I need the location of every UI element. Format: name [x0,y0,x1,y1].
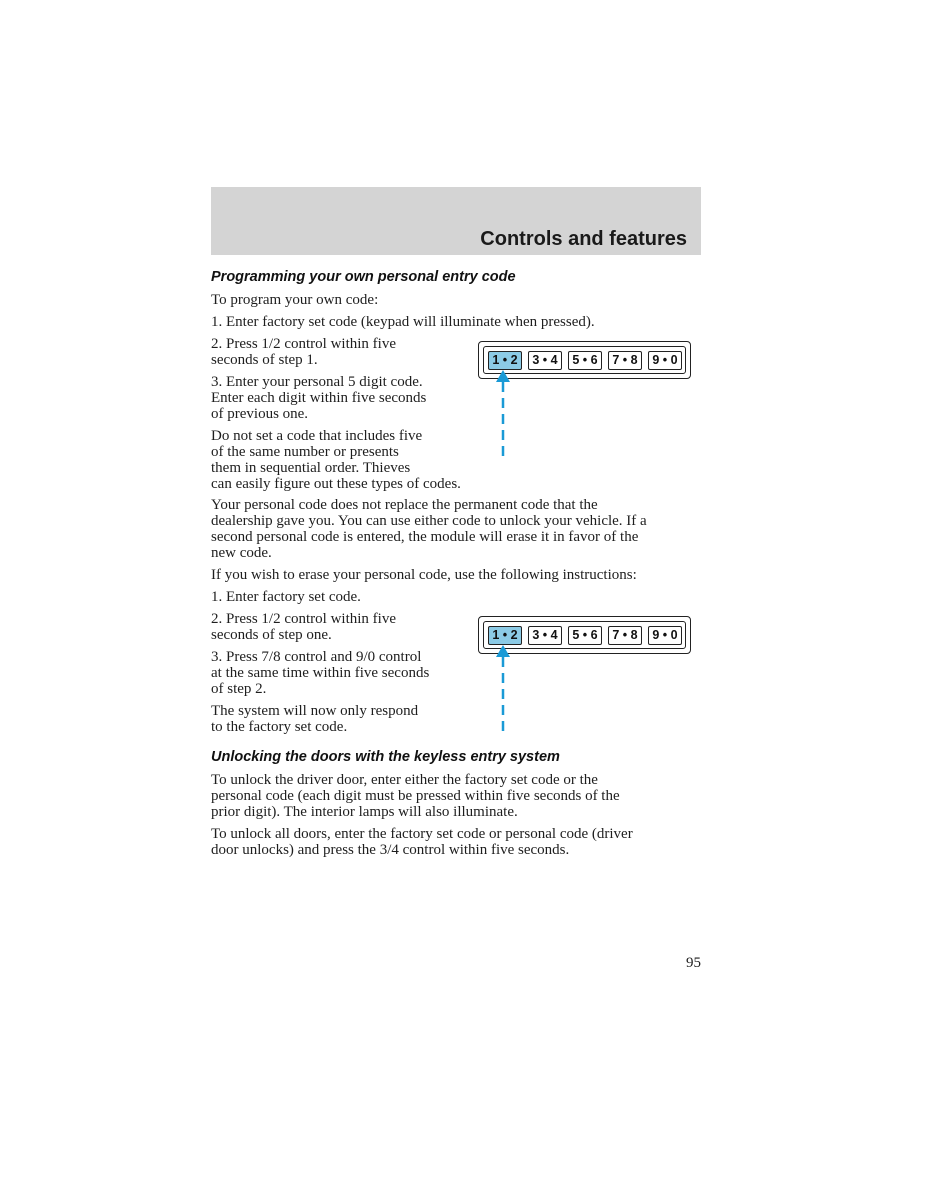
intro-text: To program your own code: [211,292,379,308]
unlock-para-2-line-2: door unlocks) and press the 3/4 control within five seconds. [211,842,570,858]
step-3-line-1: 3. Enter your personal 5 digit code. [211,374,423,390]
para-line-1: Your personal code does not replace the permanent code that the [211,497,598,513]
page-title: Controls and features [480,228,687,250]
step-1-text: 1. Enter factory set code (keypad will illuminate when pressed). [211,314,595,330]
erase-intro-text: If you wish to erase your personal code, use the following instructions: [211,567,637,583]
header-band [211,187,701,255]
erase-step-3-line-2: at the same time within five seconds [211,665,430,681]
keypad-key-9-0: 9 • 0 [648,351,682,370]
keypad-key-7-8: 7 • 8 [608,626,642,645]
unlock-para-1-line-2: personal code (each digit must be pressed within five seconds of the [211,788,620,804]
step-2-line-1: 2. Press 1/2 control within five [211,336,396,352]
keypad-key-3-4: 3 • 4 [528,351,562,370]
keypad-key-7-8: 7 • 8 [608,351,642,370]
step-3-line-2: Enter each digit within five seconds [211,390,427,406]
erase-step-3-line-1: 3. Press 7/8 control and 9/0 control [211,649,422,665]
arrow-up-icon [495,643,511,735]
unlock-para-1-line-3: prior digit). The interior lamps will also illuminate. [211,804,518,820]
erase-step-1-text: 1. Enter factory set code. [211,589,361,605]
warning-line-2: of the same number or presents [211,444,399,460]
erase-step-2-line-2: seconds of step one. [211,627,332,643]
section-heading-unlocking: Unlocking the doors with the keyless entry system [211,749,560,765]
warning-line-4: can easily figure out these types of codes. [211,476,461,492]
keypad-key-9-0: 9 • 0 [648,626,682,645]
erase-step-2-line-1: 2. Press 1/2 control within five [211,611,396,627]
section-heading-programming: Programming your own personal entry code [211,269,516,285]
step-3-line-3: of previous one. [211,406,309,422]
arrow-up-icon [495,368,511,460]
para-line-3: second personal code is entered, the module will erase it in favor of the [211,529,639,545]
erase-note-line-1: The system will now only respond [211,703,419,719]
warning-line-3: them in sequential order. Thieves [211,460,411,476]
erase-step-3-line-3: of step 2. [211,681,267,697]
keypad-key-5-6: 5 • 6 [568,351,602,370]
keypad-key-5-6: 5 • 6 [568,626,602,645]
unlock-para-1-line-1: To unlock the driver door, enter either the factory set code or the [211,772,598,788]
unlock-para-2-line-1: To unlock all doors, enter the factory set code or personal code (driver [211,826,633,842]
keypad-key-1-2: 1 • 2 [488,351,522,370]
warning-line-1: Do not set a code that includes five [211,428,423,444]
para-line-2: dealership gave you. You can use either code to unlock your vehicle. If a [211,513,647,529]
keypad-key-3-4: 3 • 4 [528,626,562,645]
keypad-key-1-2: 1 • 2 [488,626,522,645]
page-number: 95 [686,955,701,971]
erase-note-line-2: to the factory set code. [211,719,348,735]
para-line-4: new code. [211,545,272,561]
step-2-line-2: seconds of step 1. [211,352,318,368]
